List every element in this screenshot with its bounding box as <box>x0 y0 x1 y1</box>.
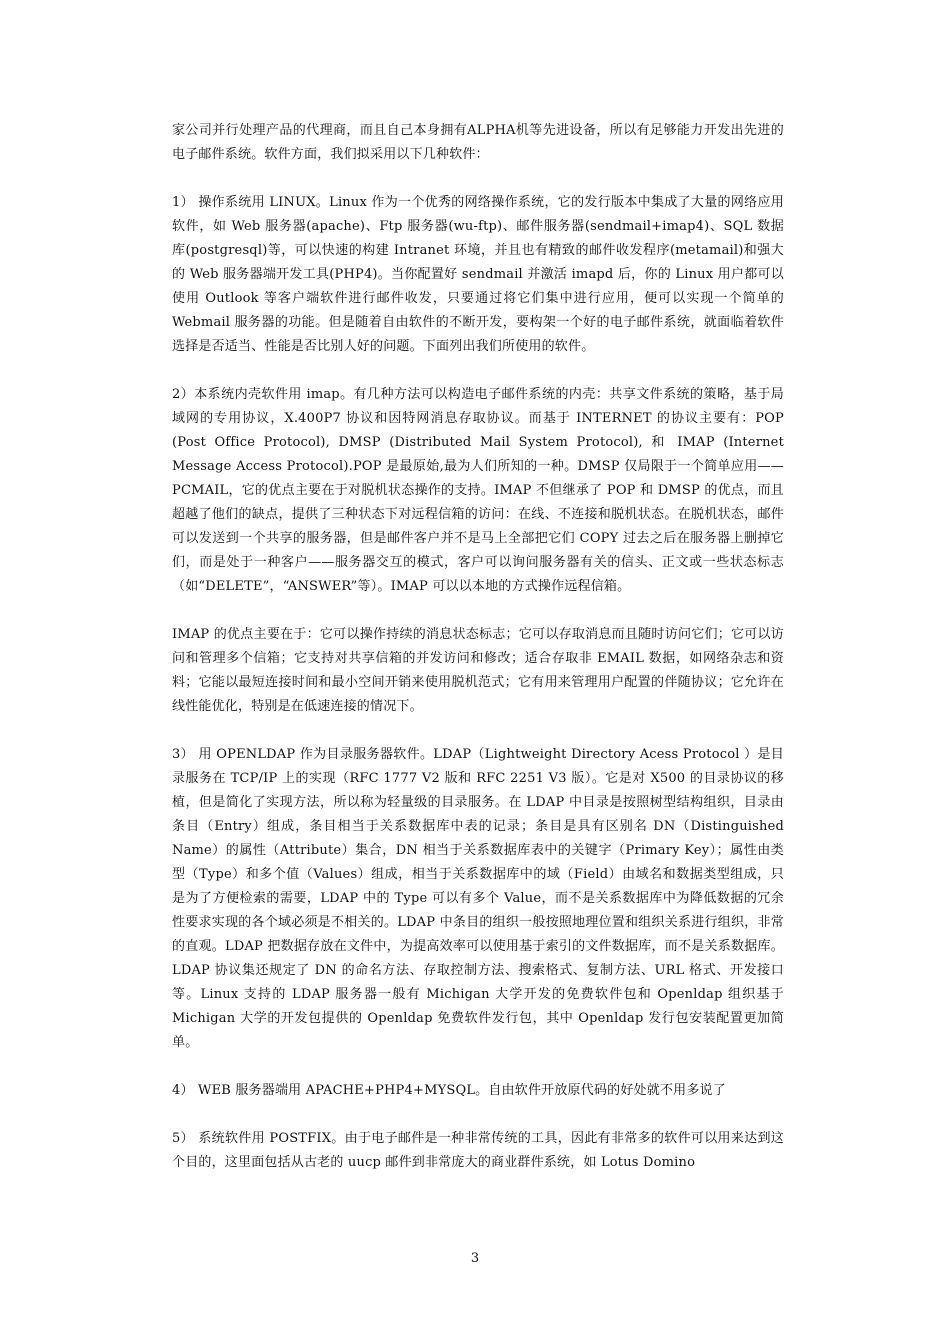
paragraph-imap-advantages: IMAP 的优点主要在于：它可以操作持续的消息状态标志；它可以存取消息而且随时访问它们；它可以访问和管理多个信箱；它支持对共享信箱的并发访问和修改；适合存取非 EMAIL 数据，如网络杂志和资料；它能以最短连接时间和最小空间开销来使用脱机范式；它有用来管理用户配置的伴随协议；它允许在线性能优化，特别是在低速连接的情况下。 <box>172 627 784 714</box>
paragraph-imap: 2）本系统内壳软件用 imap。有几种方法可以构造电子邮件系统的内壳：共享文件系统的策略，基于局域网的专用协议，X.400P7 协议和因特网消息存取协议。而基于 INTERNET 的协议主要有：POP (Post Office Protocol), DMSP (Distributed Mail System Protocol), 和 IMAP (Internet Message Access Protocol).POP 是最原始,最为人们所知的一种。DMSP 仅局限于一个简单应用——PCMAIL，它的优点主要在于对脱机状态操作的支持。IMAP 不但继承了 POP 和 DMSP 的优点，而且超越了他们的缺点，提供了三种状态下对远程信箱的访问：在线、不连接和脱机状态。在脱机状态，邮件可以发送到一个共享的服务器，但是邮件客户并不是马上全部把它们 COPY 过去之后在服务器上删掉它们，而是处于一种客户——服务器交互的模式，客户可以询问服务器有关的信头、正文或一些状态标志（如“DELETE”，“ANSWER”等）。IMAP 可以以本地的方式操作远程信箱。 <box>172 387 784 594</box>
paragraph-os-linux: 1） 操作系统用 LINUX。Linux 作为一个优秀的网络操作系统，它的发行版本中集成了大量的网络应用软件，如 Web 服务器(apache)、Ftp 服务器(wu-ftp)、邮件服务器(sendmail+imap4)、SQL 数据库(postgresql)等，可以快速的构建 Intranet 环境，并且也有精致的邮件收发程序(metamail)和强大的 Web 服务器端开发工具(PHP4)。当你配置好 sendmail 并激活 imapd 后，你的 Linux 用户都可以使用 Outlook 等客户端软件进行邮件收发，只要通过将它们集中进行应用，便可以实现一个简单的 Webmail 服务器的功能。但是随着自由软件的不断开发，要构架一个好的电子邮件系统，就面临着软件选择是否适当、性能是否比别人好的问题。下面列出我们所使用的软件。 <box>172 195 784 354</box>
paragraph-web-server: 4） WEB 服务器端用 APACHE+PHP4+MYSQL。自由软件开放原代码的好处就不用多说了 <box>172 1083 726 1098</box>
page-number: 3 <box>470 1251 480 1266</box>
paragraph-intro: 家公司并行处理产品的代理商，而且自己本身拥有ALPHA机等先进设备，所以有足够能力开发出先进的电子邮件系统。软件方面，我们拟采用以下几种软件： <box>172 123 784 162</box>
document-body <box>172 119 784 1175</box>
paragraph-openldap: 3） 用 OPENLDAP 作为目录服务器软件。LDAP（Lightweight Directory Acess Protocol ）是目录服务在 TCP/IP 上的实现（RFC 1777 V2 版和 RFC 2251 V3 版）。它是对 X500 的目录协议的移植，但是简化了实现方法，所以称为轻量级的目录服务。在 LDAP 中目录是按照树型结构组织，目录由条目（Entry）组成，条目相当于关系数据库中表的记录；条目是具有区别名 DN（Distinguished Name）的属性（Attribute）集合，DN 相当于关系数据库表中的关键字（Primary Key）；属性由类型（Type）和多个值（Values）组成，相当于关系数据库中的域（Field）由域名和数据类型组成，只是为了方便检索的需要，LDAP 中的 Type 可以有多个 Value，而不是关系数据库中为降低数据的冗余性要求实现的各个域必须是不相关的。LDAP 中条目的组织一般按照地理位置和组织关系进行组织，非常的直观。LDAP 把数据存放在文件中，为提高效率可以使用基于索引的文件数据库，而不是关系数据库。LDAP 协议集还规定了 DN 的命名方法、存取控制方法、搜索格式、复制方法、URL 格式、开发接口等。Linux 支持的 LDAP 服务器一般有 Michigan 大学开发的免费软件包和 Openldap 组织基于 Michigan 大学的开发包提供的 Openldap 免费软件发行包，其中 Openldap 发行包安装配置更加简单。 <box>172 747 784 1050</box>
paragraph-postfix: 5） 系统软件用 POSTFIX。由于电子邮件是一种非常传统的工具，因此有非常多的软件可以用来达到这个目的，这里面包括从古老的 uucp 邮件到非常庞大的商业群件系统，如 Lotus Domino <box>172 1131 784 1170</box>
